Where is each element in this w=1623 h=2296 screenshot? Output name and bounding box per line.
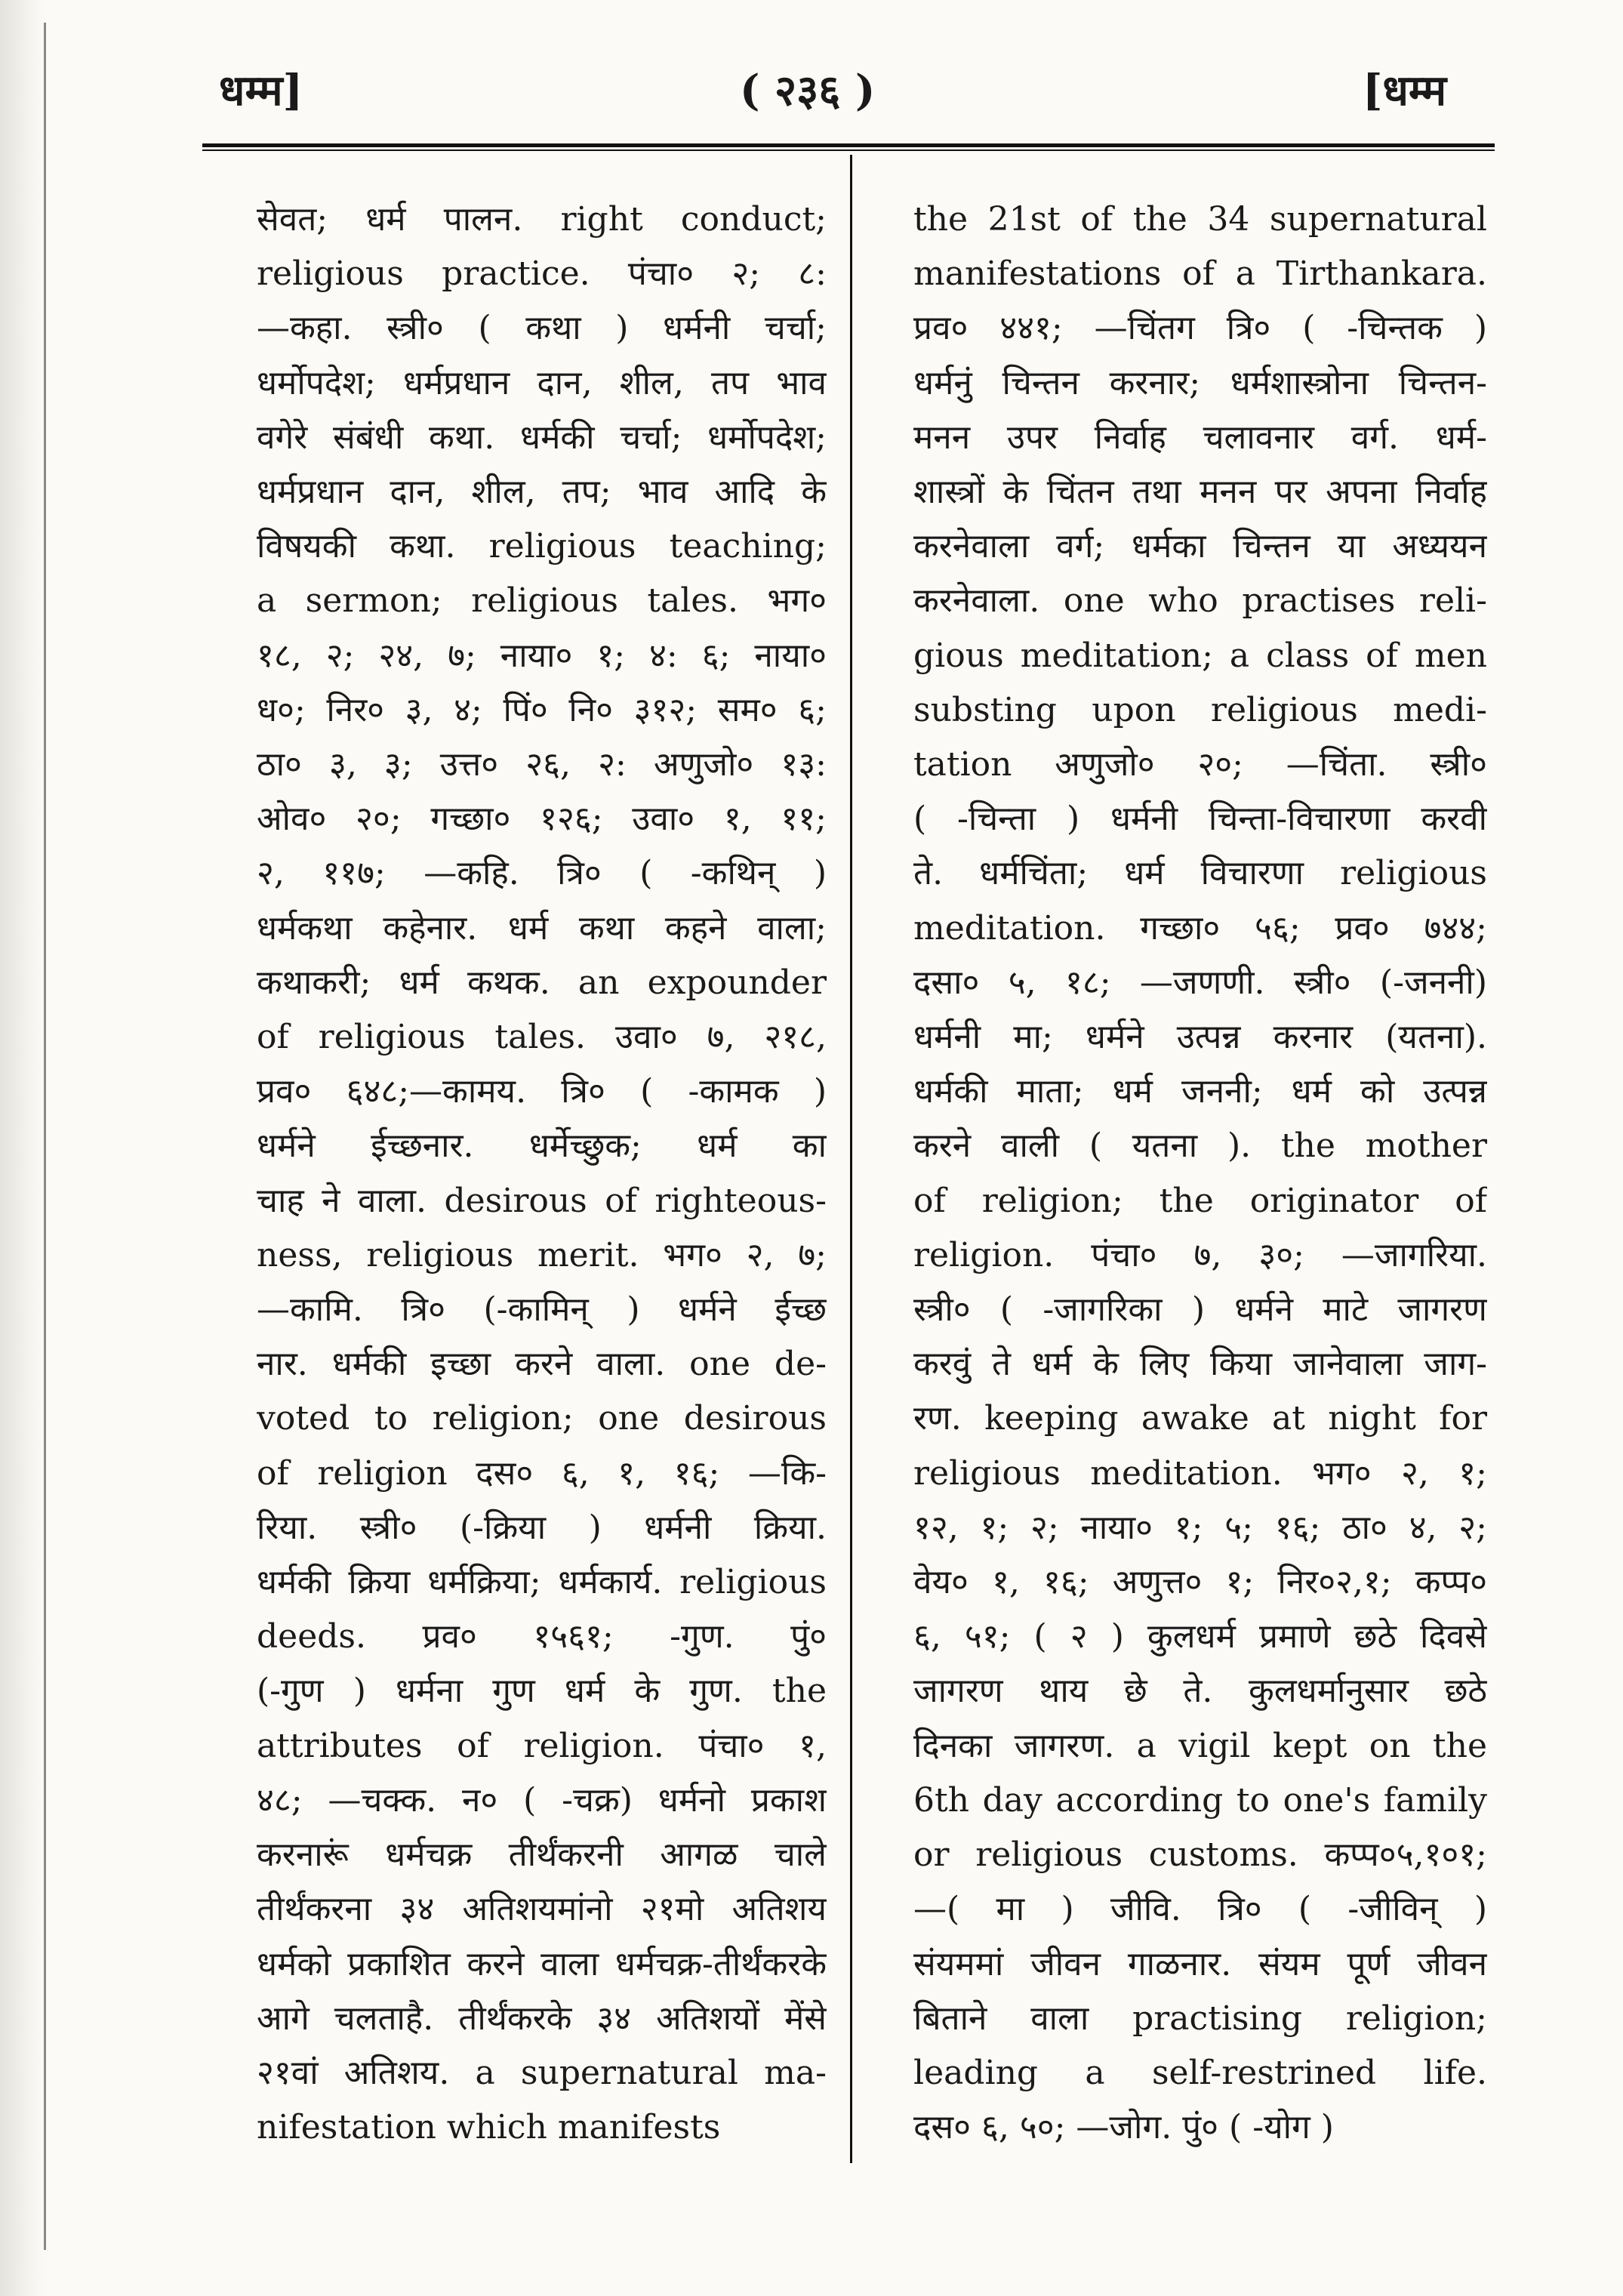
header-rule [202,143,1495,147]
text-line: ठा० ३, ३; उत्त० २६, २: अणुजो० १३: [257,745,827,784]
text-line: धर्मकथा कहेनार. धर्म कथा कहने वाला; [257,908,827,948]
text-line: gious meditation; a class of men [913,636,1487,675]
text-line: तीर्थंकरना ३४ अतिशयमांनो २१मो अतिशय [257,1890,827,1929]
text-line: धर्मकी माता; धर्म जननी; धर्म को उत्पन्न [913,1072,1487,1111]
text-line: करवुं ते धर्म के लिए किया जानेवाला जाग- [913,1345,1487,1384]
text-line: धर्मप्रधान दान, शील, तप; भाव आदि के [257,473,827,512]
text-line: attributes of religion. पंचा० १, [257,1726,827,1765]
text-line: substing upon religious medi- [913,690,1487,729]
text-line: जागरण थाय छे ते. कुलधर्मानुसार छठे [913,1672,1487,1711]
text-line: ओव० २०; गच्छा० १२६; उवा० १, ११; [257,800,827,839]
text-line: religion. पंचा० ७, ३०; —जागरिया. [913,1235,1487,1274]
text-line: स्त्री० ( -जागरिका ) धर्मने माटे जागरण [913,1290,1487,1330]
text-line: बिताने वाला practising religion; [913,1999,1487,2038]
text-line: दिनका जागरण. a vigil kept on the [913,1726,1487,1765]
text-line: ध०; निर० ३, ४; पिं० नि० ३१२; सम० ६; [257,690,827,729]
text-line: —( मा ) जीवि. त्रि० ( -जीविन् ) [913,1890,1487,1929]
text-line: manifestations of a Tirthankara. [913,254,1487,294]
text-line: religious practice. पंचा० २; ८: [257,254,827,294]
text-line: meditation. गच्छा० ५६; प्रव० ७४४; [913,908,1487,948]
text-line: ४८; —चक्क. न० ( -चक्र) धर्मनो प्रकाश [257,1780,827,1820]
text-line: धर्मनी मा; धर्मने उत्पन्न करनार (यतना). [913,1018,1487,1057]
text-line: प्रव० ४४१; —चिंतग त्रि० ( -चिन्तक ) [913,309,1487,348]
text-line: २१वां अतिशय. a supernatural ma- [257,2053,827,2092]
text-line: नार. धर्मकी इच्छा करने वाला. one de- [257,1345,827,1384]
text-line: आगे चलताहै. तीर्थंकरके ३४ अतिशयों मेंसे [257,1999,827,2038]
right-column [913,193,1487,2155]
text-line: चाह ने वाला. desirous of righteous- [257,1181,827,1220]
text-line: शास्त्रों के चिंतन तथा मनन पर अपना निर्वाह [913,473,1487,512]
page-edge-line [44,23,46,2250]
text-line: —कहा. स्त्री० ( कथा ) धर्मनी चर्चा; [257,309,827,348]
header-left-guideword: धम्म] [219,66,303,116]
text-line: of religion दस० ६, १, १६; —कि- [257,1453,827,1493]
text-line: धर्मको प्रकाशित करने वाला धर्मचक्र-तीर्थंकरके [257,1944,827,1983]
header-rule-thin [202,149,1495,151]
text-line: २, ११७; —कहि. त्रि० ( -कथिन् ) [257,854,827,893]
column-divider [850,155,852,2163]
text-line: करनारूं धर्मचक्र तीर्थंकरनी आगळ चाले [257,1835,827,1875]
text-line: —कामि. त्रि० (-कामिन् ) धर्मने ईच्छ [257,1290,827,1330]
text-line: करने वाली ( यतना ). the mother [913,1126,1487,1166]
text-line: ६, ५१; ( २ ) कुलधर्म प्रमाणे छठे दिवसे [913,1617,1487,1657]
text-line: रिया. स्त्री० (-क्रिया ) धर्मनी क्रिया. [257,1508,827,1547]
text-line: voted to religion; one desirous [257,1399,827,1438]
text-line: leading a self-restrined life. [913,2053,1487,2092]
text-line: मनन उपर निर्वाह चलावनार वर्ग. धर्म- [913,418,1487,457]
text-line: धर्मोपदेश; धर्मप्रधान दान, शील, तप भाव [257,363,827,402]
text-line: the 21st of the 34 supernatural [913,200,1487,239]
text-line: धर्मने ईच्छनार. धर्मेच्छुक; धर्म का [257,1126,827,1166]
text-line: nifestation which manifests [257,2108,721,2147]
text-line: सेवत; धर्म पालन. right conduct; [257,200,827,239]
text-line: or religious customs. कप्प०५,१०१; [913,1835,1487,1875]
text-line: दसा० ५, १८; —जणणी. स्त्री० (-जननी) [913,963,1487,1002]
text-line: deeds. प्रव० १५६१; -गुण. पुं० [257,1617,827,1657]
page-number: ( २३६ ) [740,66,876,116]
text-line: tation अणुजो० २०; —चिंता. स्त्री० [913,745,1487,784]
text-line: ( -चिन्ता ) धर्मनी चिन्ता-विचारणा करवी [913,800,1487,839]
text-line: १८, २; २४, ७; नाया० १; ४: ६; नाया० [257,636,827,675]
text-line: धर्मनुं चिन्तन करनार; धर्मशास्त्रोना चिन्तन- [913,363,1487,402]
text-line: कथाकरी; धर्म कथक. an expounder [257,963,827,1002]
text-line: धर्मकी क्रिया धर्मक्रिया; धर्मकार्य. religious [257,1563,827,1602]
text-line: दस० ६, ५०; —जोग. पुं० ( -योग ) [913,2108,1334,2147]
text-line: ते. धर्मचिंता; धर्म विचारणा religious [913,854,1487,893]
text-line: रण. keeping awake at night for [913,1399,1487,1438]
text-line: of religious tales. उवा० ७, २१८, [257,1018,827,1057]
text-line: प्रव० ६४८;—कामय. त्रि० ( -कामक ) [257,1072,827,1111]
text-line: religious meditation. भग० २, १; [913,1453,1487,1493]
text-line: a sermon; religious tales. भग० [257,581,827,621]
text-line: (-गुण ) धर्मना गुण धर्म के गुण. the [257,1672,827,1711]
left-column [257,193,827,2155]
text-line: संयममां जीवन गाळनार. संयम पूर्ण जीवन [913,1944,1487,1983]
text-line: विषयकी कथा. religious teaching; [257,527,827,566]
scan-margin [0,0,45,2296]
text-line: of religion; the originator of [913,1181,1487,1220]
page-header [0,60,1623,136]
text-line: करनेवाला वर्ग; धर्मका चिन्तन या अध्ययन [913,527,1487,566]
text-line: वगेरे संबंधी कथा. धर्मकी चर्चा; धर्मोपदेश; [257,418,827,457]
text-line: १२, १; २; नाया० १; ५; १६; ठा० ४, २; [913,1508,1487,1547]
header-right-guideword: [धम्म [1363,66,1447,116]
text-line: 6th day according to one's family [913,1780,1487,1820]
text-line: ness, religious merit. भग० २, ७; [257,1235,827,1274]
text-line: करनेवाला. one who practises reli- [913,581,1487,621]
text-line: वेय० १, १६; अणुत्त० १; निर०२,१; कप्प० [913,1563,1487,1602]
